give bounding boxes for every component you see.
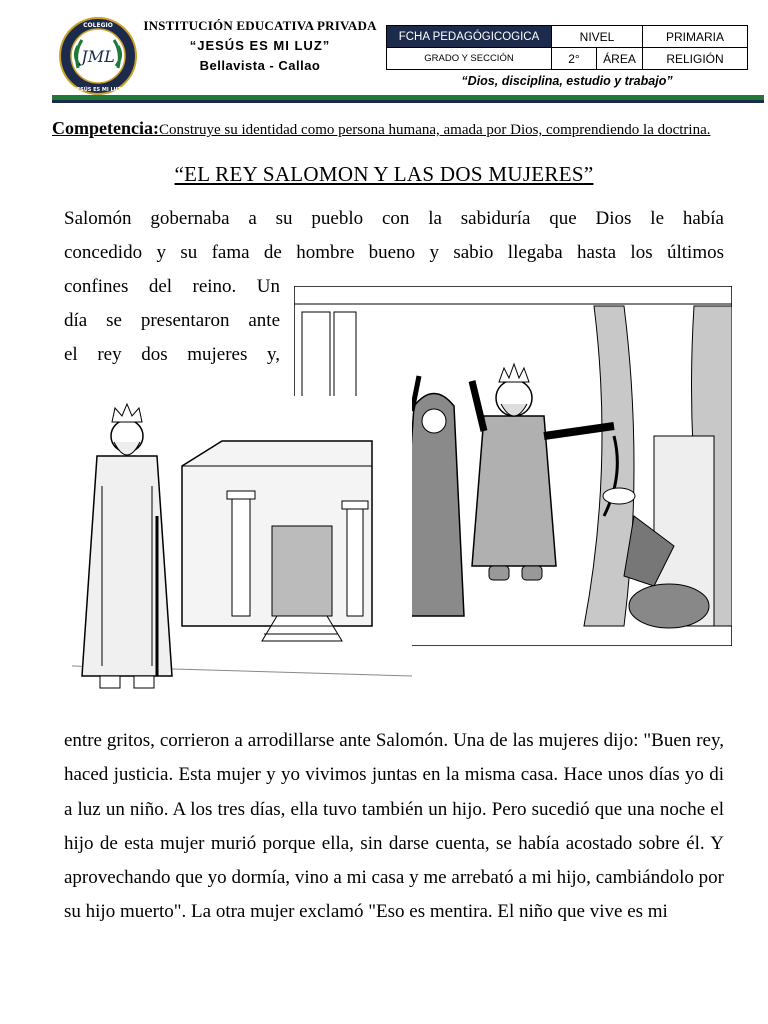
grade-section-label: GRADO Y SECCIÓN	[387, 48, 552, 70]
paragraph-1-line-4: día se presentaron ante	[64, 310, 280, 331]
school-location: Bellavista - Callao	[199, 58, 321, 73]
header-divider-navy	[52, 100, 764, 103]
paragraph-1-wrap	[64, 270, 280, 372]
area-value: RELIGIÓN	[643, 48, 748, 70]
level-value: PRIMARIA	[643, 26, 748, 48]
grade-value: 2°	[552, 48, 597, 70]
story-title	[0, 162, 768, 187]
competence-text: Construye su identidad como persona humana, amada por Dios, comprendiendo la doctrina.	[158, 122, 711, 138]
logo-top-text: COLEGIO	[83, 22, 113, 29]
paragraph-2: entre gritos, corrieron a arrodillarse ante Salomón. Una de las mujeres dijo: "Buen rey, haced justicia. Esta mujer y yo vivimos juntas en la misma casa. Hace unos días yo di a luz un niño. A los tres días, ella tuvo también un hijo. Pero sucedió que una noche el hijo de esta mujer murió porque ella, sin darse cuenta, se había acostado sobre él. Y aprovechando que yo dormía, vino a mi casa y me arrebató a mi hijo, cambiándolo por su hijo muerto". La otra mujer exclamó "Eso es mentira. El niño que vive es mi	[64, 730, 724, 923]
story-title-text: “EL REY SALOMON Y LAS DOS MUJERES”	[174, 162, 594, 186]
logo-monogram: JML	[81, 47, 115, 66]
school-logo	[58, 16, 138, 96]
motto: “Dios, disciplina, estudio y trabajo”	[461, 74, 673, 88]
king-palace-illustration	[72, 396, 412, 700]
paragraph-1-line-3: confines del reino. Un	[64, 276, 280, 297]
paragraph-1-line-1: Salomón gobernaba a su pueblo con la sabiduría que Dios le había	[64, 208, 724, 229]
competence-label: Competencia:	[52, 118, 159, 138]
school-name-block	[140, 16, 380, 76]
paragraph-1-line-2: concedido y su fama de hombre bueno y sabio llegaba hasta los últimos	[64, 242, 724, 263]
level-label: NIVEL	[552, 26, 643, 48]
sheet-label: FCHA PEDAGÓGICOGICA	[387, 26, 552, 48]
info-table	[386, 25, 748, 70]
school-name: “JESÚS ES MI LUZ”	[189, 38, 331, 53]
competence	[52, 118, 752, 140]
area-label: ÁREA	[597, 48, 643, 70]
paragraph-1-line-5: el rey dos mujeres y,	[64, 344, 280, 365]
school-type: INSTITUCIÓN EDUCATIVA PRIVADA	[143, 18, 377, 33]
paragraph-1-top	[64, 202, 724, 270]
logo-bottom-text: JESÚS ES MI LUZ	[74, 87, 122, 93]
